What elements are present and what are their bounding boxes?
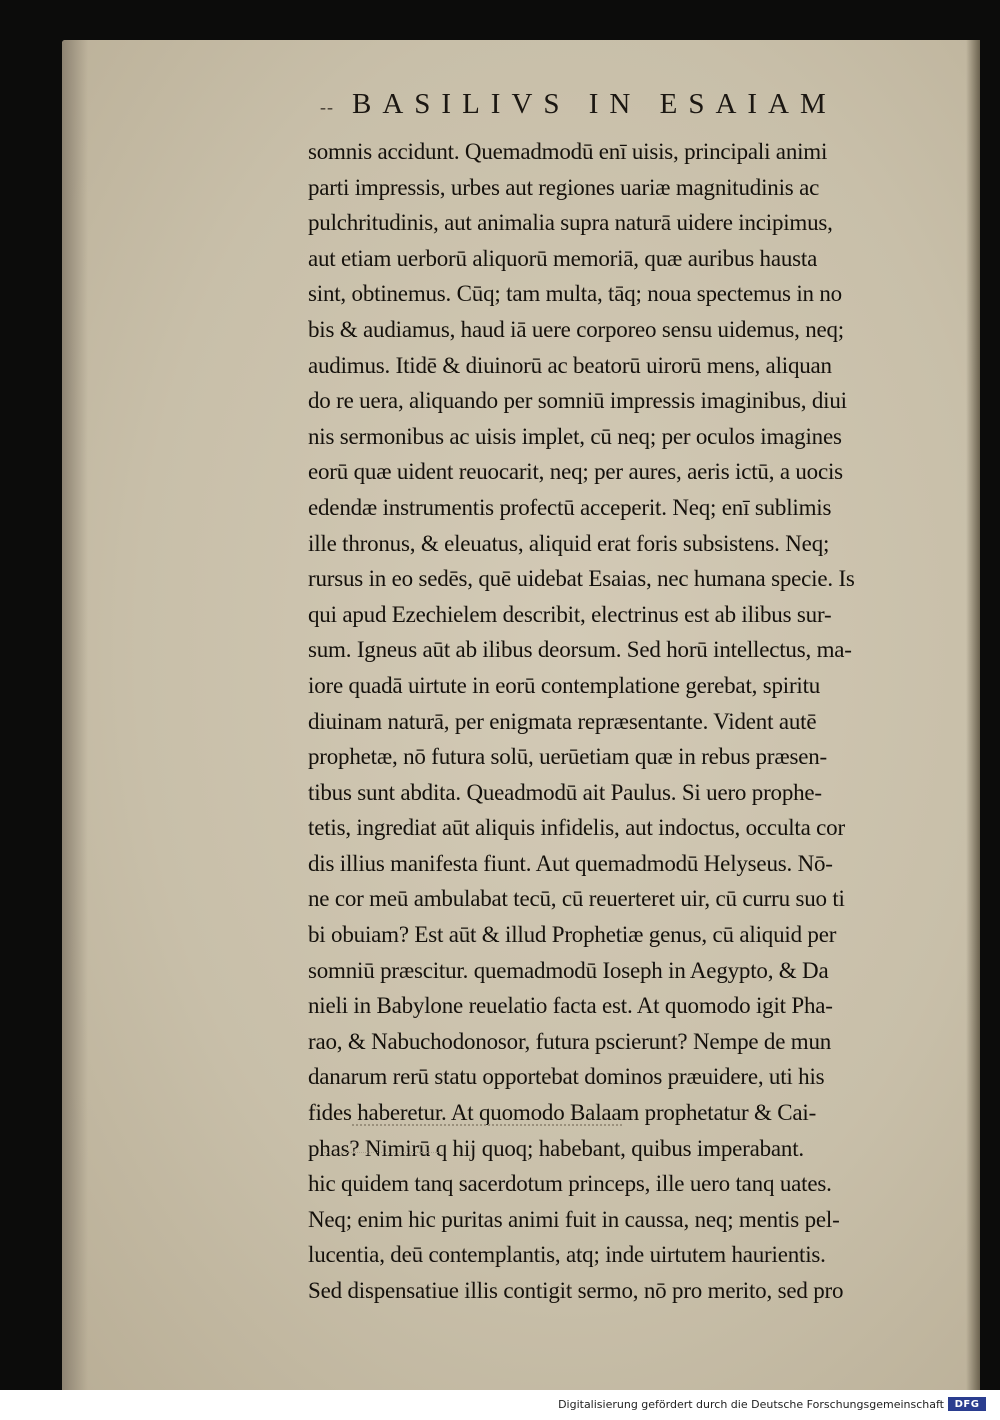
text-line: hic quidem tanq sacerdotum princeps, ille uero tanq uates. [308,1171,832,1197]
text-line: phas? Nimirū q hij quoq; habebant, quibus imperabant. [308,1135,804,1161]
dfg-logo: DFG [948,1397,986,1411]
text-line: bi obuiam? Est aūt & illud Prophetiæ genus, cū aliquid per [308,922,837,948]
text-line: prophetæ, nō futura solū, uerūetiam quæ in rebus præsen- [308,744,827,770]
text-line: parti impressis, urbes aut regiones uariæ magnitudinis ac [308,174,820,200]
text-line: nieli in Babylone reuelatio facta est. At quomodo igit Pha- [308,993,833,1019]
text-line: sint, obtinemus. Cūq; tam multa, tāq; noua spectemus in no [308,281,842,307]
running-head [320,88,940,121]
text-line: qui apud Ezechielem describit, electrinus est ab ilibus sur- [308,601,832,627]
text-line: dis illius manifesta fiunt. Aut quemadmodū Helyseus. Nō- [308,850,833,876]
text-line: tetis, ingrediat aūt aliquis infidelis, aut indoctus, occulta cor [308,815,845,841]
body-text [308,134,978,1309]
text-line: nis sermonibus ac uisis implet, cū neq; per oculos imagines [308,423,842,449]
text-line: sum. Igneus aūt ab ilibus deorsum. Sed horū intellectus, ma- [308,637,852,663]
book-page [62,40,980,1390]
funding-credit: Digitalisierung gefördert durch die Deutsche Forschungsgemeinschaft [558,1398,944,1411]
text-line: fides haberetur. At quomodo Balaam prophetatur & Cai- [308,1100,817,1126]
running-head-ornament: -- [320,97,334,117]
text-line: pulchritudinis, aut animalia supra naturā uidere incipimus, [308,210,833,236]
text-line: audimus. Itidē & diuinorū ac beatorū uirorū mens, aliquan [308,352,832,378]
text-line: somnis accidunt. Quemadmodū enī uisis, principali animi [308,139,828,164]
text-line: ille thronus, & eleuatus, aliquid erat foris subsistens. Neq; [308,530,830,556]
gutter-shadow [62,40,88,1390]
text-line: diuinam naturā, per enigmata repræsentante. Vident autē [308,708,817,734]
text-line: aut etiam uerborū aliquorū memoriā, quæ auribus hausta [308,245,818,271]
running-head-title: BASILIVS IN ESAIAM [352,88,837,120]
text-line: iore quadā uirtute in eorū contemplatione gerebat, spiritu [308,672,821,698]
text-line: Neq; enim hic puritas animi fuit in caussa, neq; mentis pel- [308,1206,840,1232]
text-line: danarum rerū statu opportebat dominos præuidere, uti his [308,1064,825,1090]
text-line: rao, & Nabuchodonosor, futura pscierunt? Nempe de mun [308,1028,832,1054]
text-line: tibus sunt abdita. Queadmodū ait Paulus. Si uero prophe- [308,779,822,805]
text-line: Sed dispensatiue illis contigit sermo, nō pro merito, sed pro [308,1278,844,1303]
text-line: ne cor meū ambulabat tecū, cū reuerteret uir, cū curru suo ti [308,886,845,912]
text-line: bis & audiamus, haud iā uere corporeo sensu uidemus, neq; [308,316,844,342]
text-line: do re uera, aliquando per somniū impressis imaginibus, diui [308,388,847,414]
text-line: eorū quæ uident reuocarit, neq; per aures, aeris ictū, a uocis [308,459,843,485]
text-line: lucentia, deū contemplantis, atq; inde uirtutem haurientis. [308,1242,826,1268]
footer-bar [0,1390,1000,1420]
text-line: somniū præscitur. quemadmodū Ioseph in Aegypto, & Da [308,957,829,983]
bottom-rule [324,1152,444,1154]
text-line: rursus in eo sedēs, quē uidebat Esaias, nec humana specie. Is [308,566,855,592]
bottom-rule [352,1124,622,1127]
text-line: edendæ instrumentis profectū acceperit. Neq; enī sublimis [308,494,832,520]
